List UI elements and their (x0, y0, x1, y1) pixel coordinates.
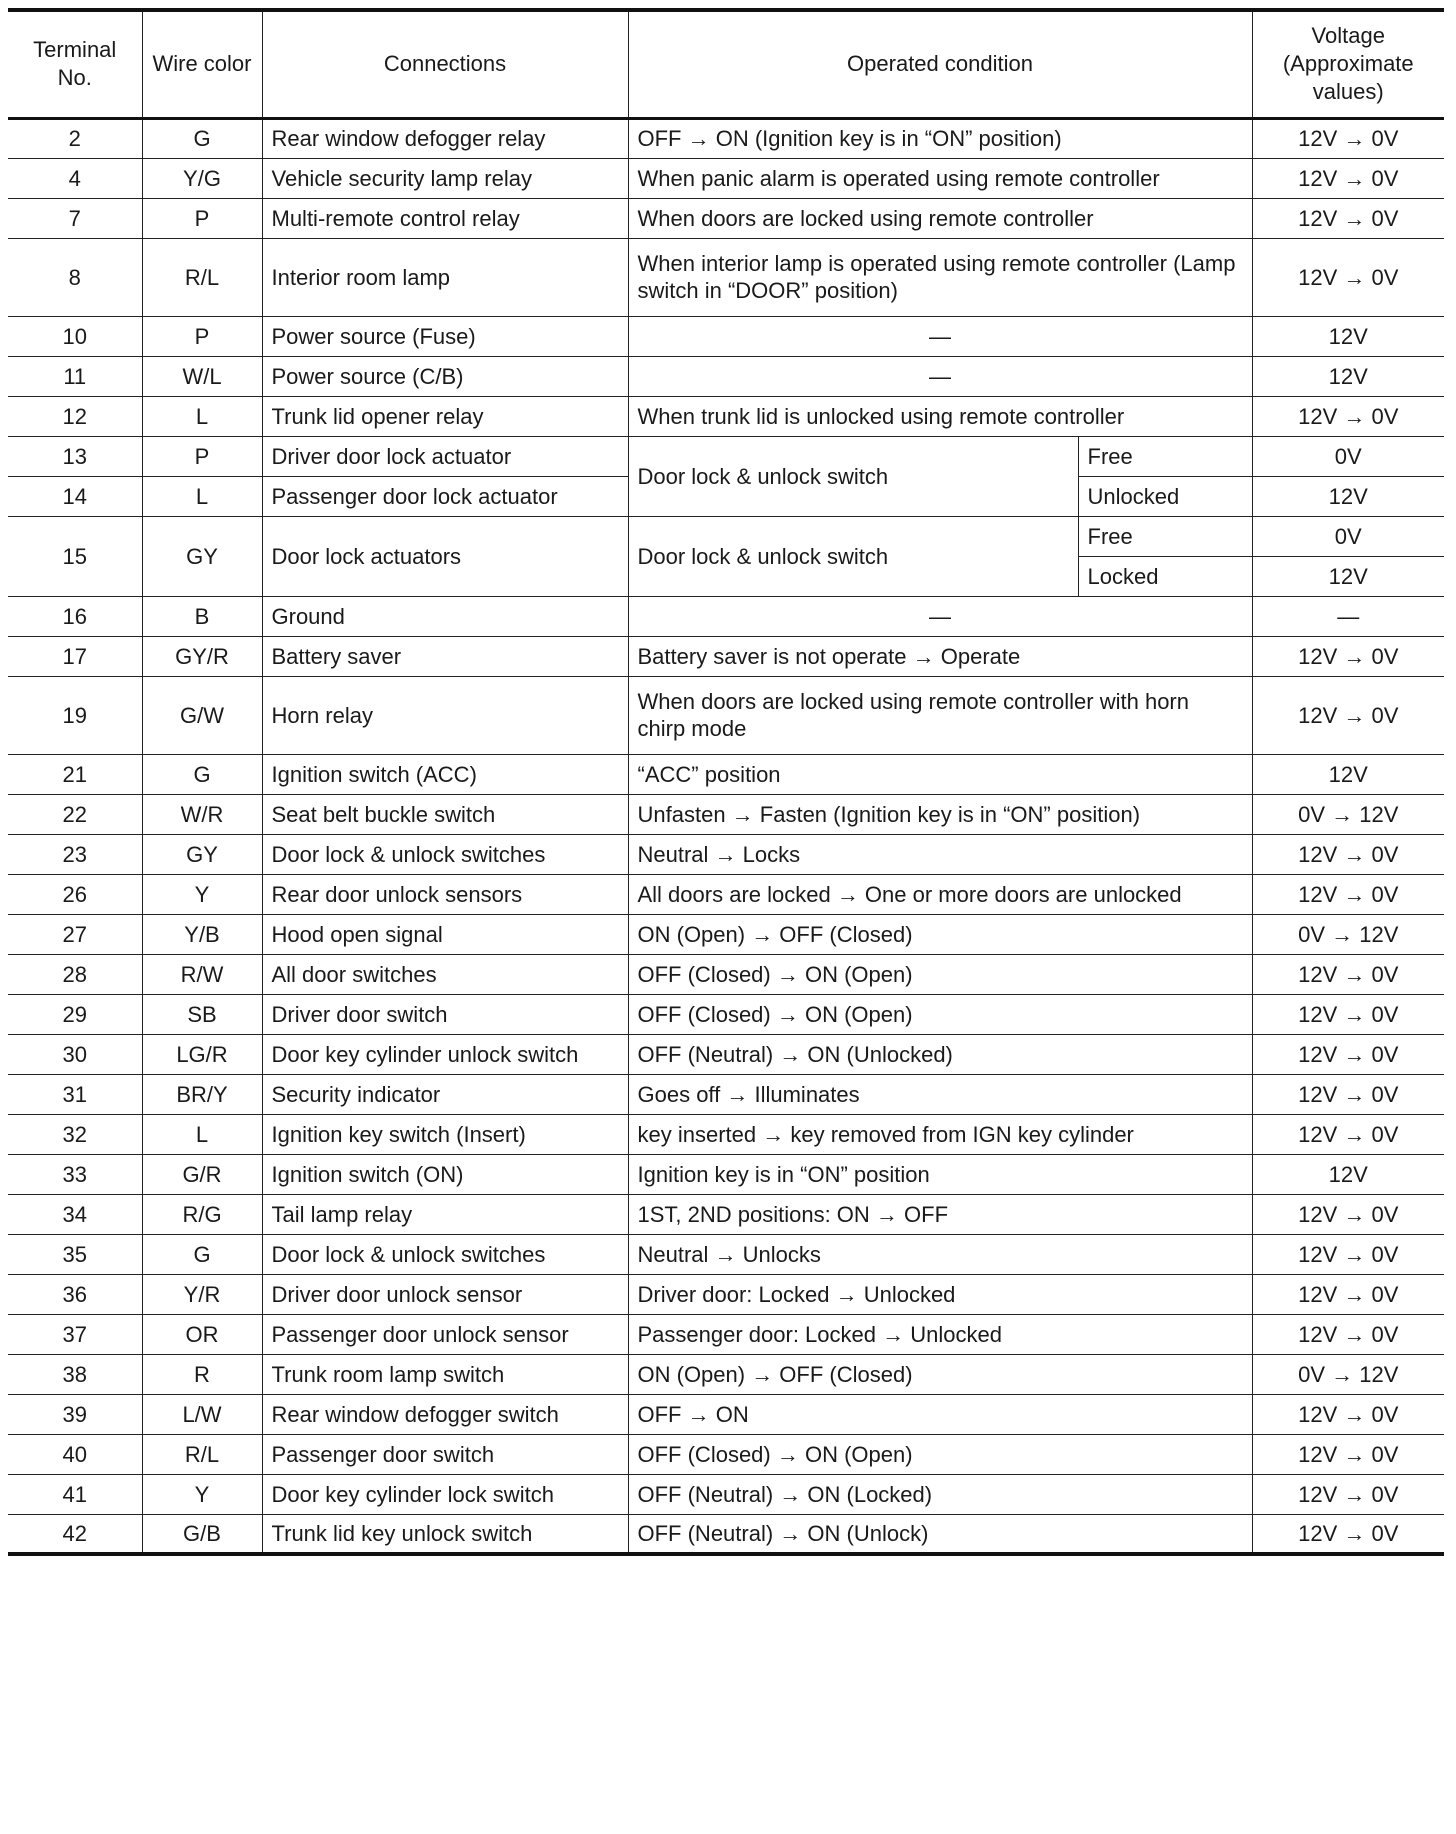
operated-condition: — (628, 316, 1252, 356)
operated-condition: When doors are locked using remote controller (628, 198, 1252, 238)
header-wire-color: Wire color (142, 10, 262, 118)
operated-condition: When panic alarm is operated using remote controller (628, 158, 1252, 198)
voltage: 12V → 0V (1252, 1434, 1444, 1474)
voltage: 12V → 0V (1252, 1034, 1444, 1074)
wire-color: G (142, 118, 262, 158)
connection: Seat belt buckle switch (262, 794, 628, 834)
operated-condition: Driver door: Locked → Unlocked (628, 1274, 1252, 1314)
terminal-no: 10 (8, 316, 142, 356)
table-row (8, 516, 1444, 556)
table-row (8, 954, 1444, 994)
table-row (8, 914, 1444, 954)
wire-color: L (142, 476, 262, 516)
terminal-no: 22 (8, 794, 142, 834)
operated-condition: OFF (Neutral) → ON (Unlocked) (628, 1034, 1252, 1074)
operated-condition: “ACC” position (628, 754, 1252, 794)
table-row (8, 676, 1444, 754)
wire-color: B (142, 596, 262, 636)
operated-condition: OFF → ON (628, 1394, 1252, 1434)
wire-color: Y/G (142, 158, 262, 198)
operated-condition: When interior lamp is operated using remote controller (Lamp switch in “DOOR” position) (628, 238, 1252, 316)
operated-condition: OFF (Closed) → ON (Open) (628, 954, 1252, 994)
connection: Power source (Fuse) (262, 316, 628, 356)
voltage: 12V → 0V (1252, 994, 1444, 1034)
wire-color: G/B (142, 1514, 262, 1554)
connection: Rear door unlock sensors (262, 874, 628, 914)
table-row (8, 834, 1444, 874)
terminal-no: 17 (8, 636, 142, 676)
terminal-no: 21 (8, 754, 142, 794)
table-row (8, 1154, 1444, 1194)
operated-condition: Goes off → Illuminates (628, 1074, 1252, 1114)
wire-color: L/W (142, 1394, 262, 1434)
connection: Rear window defogger relay (262, 118, 628, 158)
voltage: 12V → 0V (1252, 676, 1444, 754)
connection: Driver door switch (262, 994, 628, 1034)
voltage: 12V → 0V (1252, 118, 1444, 158)
connection: Vehicle security lamp relay (262, 158, 628, 198)
terminal-no: 8 (8, 238, 142, 316)
terminal-no: 23 (8, 834, 142, 874)
table-row (8, 874, 1444, 914)
terminal-no: 7 (8, 198, 142, 238)
table-row (8, 1234, 1444, 1274)
wire-color: P (142, 436, 262, 476)
switch-state: Locked (1078, 556, 1252, 596)
table-row (8, 1354, 1444, 1394)
connection: Passenger door lock actuator (262, 476, 628, 516)
terminal-no: 38 (8, 1354, 142, 1394)
table-row (8, 1194, 1444, 1234)
terminal-no: 12 (8, 396, 142, 436)
wire-color: GY/R (142, 636, 262, 676)
table-row (8, 316, 1444, 356)
wire-color: Y (142, 1474, 262, 1514)
terminal-no: 37 (8, 1314, 142, 1354)
terminal-no: 26 (8, 874, 142, 914)
operated-condition: ON (Open) → OFF (Closed) (628, 1354, 1252, 1394)
wire-color: G/R (142, 1154, 262, 1194)
header-operated-condition: Operated condition (628, 10, 1252, 118)
connection: Trunk room lamp switch (262, 1354, 628, 1394)
operated-condition: OFF (Neutral) → ON (Locked) (628, 1474, 1252, 1514)
wire-color: P (142, 316, 262, 356)
table-row (8, 1314, 1444, 1354)
wire-color: R/W (142, 954, 262, 994)
wire-color: L (142, 1114, 262, 1154)
switch-state: Free (1078, 516, 1252, 556)
terminal-no: 34 (8, 1194, 142, 1234)
wire-color: R/L (142, 1434, 262, 1474)
wire-color: W/R (142, 794, 262, 834)
voltage: — (1252, 596, 1444, 636)
table-row (8, 1274, 1444, 1314)
voltage: 12V → 0V (1252, 1114, 1444, 1154)
header-voltage: Voltage (Approximate values) (1252, 10, 1444, 118)
wire-color: LG/R (142, 1034, 262, 1074)
connection: Ignition key switch (Insert) (262, 1114, 628, 1154)
voltage: 12V → 0V (1252, 1474, 1444, 1514)
wire-color: SB (142, 994, 262, 1034)
connection: Interior room lamp (262, 238, 628, 316)
connection: Door key cylinder lock switch (262, 1474, 628, 1514)
wire-color: OR (142, 1314, 262, 1354)
operated-condition: — (628, 596, 1252, 636)
wire-color: GY (142, 516, 262, 596)
terminal-no: 14 (8, 476, 142, 516)
terminal-no: 28 (8, 954, 142, 994)
operated-condition: All doors are locked → One or more doors are unlocked (628, 874, 1252, 914)
terminal-no: 32 (8, 1114, 142, 1154)
voltage: 0V (1252, 436, 1444, 476)
table-row (8, 1114, 1444, 1154)
voltage: 0V → 12V (1252, 794, 1444, 834)
terminal-voltage-table (8, 8, 1444, 1556)
voltage: 12V → 0V (1252, 954, 1444, 994)
connection: All door switches (262, 954, 628, 994)
terminal-no: 4 (8, 158, 142, 198)
terminal-no: 15 (8, 516, 142, 596)
wire-color: Y/B (142, 914, 262, 954)
voltage: 12V → 0V (1252, 158, 1444, 198)
table-row (8, 1434, 1444, 1474)
table-row (8, 994, 1444, 1034)
wire-color: BR/Y (142, 1074, 262, 1114)
connection: Passenger door switch (262, 1434, 628, 1474)
operated-condition: ON (Open) → OFF (Closed) (628, 914, 1252, 954)
voltage: 12V → 0V (1252, 1394, 1444, 1434)
header-connections: Connections (262, 10, 628, 118)
terminal-no: 33 (8, 1154, 142, 1194)
voltage: 12V → 0V (1252, 834, 1444, 874)
operated-condition: OFF → ON (Ignition key is in “ON” position) (628, 118, 1252, 158)
table-row (8, 794, 1444, 834)
voltage: 12V → 0V (1252, 198, 1444, 238)
wire-color: Y/R (142, 1274, 262, 1314)
voltage: 12V (1252, 1154, 1444, 1194)
voltage: 12V → 0V (1252, 1074, 1444, 1114)
voltage: 0V → 12V (1252, 1354, 1444, 1394)
connection: Multi-remote control relay (262, 198, 628, 238)
table-row (8, 1394, 1444, 1434)
voltage: 12V → 0V (1252, 1514, 1444, 1554)
header-terminal: Terminal No. (8, 10, 142, 118)
table-row (8, 1034, 1444, 1074)
voltage: 12V → 0V (1252, 1274, 1444, 1314)
terminal-no: 27 (8, 914, 142, 954)
connection: Hood open signal (262, 914, 628, 954)
terminal-no: 2 (8, 118, 142, 158)
operated-condition: OFF (Neutral) → ON (Unlock) (628, 1514, 1252, 1554)
table-row (8, 158, 1444, 198)
operated-condition: OFF (Closed) → ON (Open) (628, 994, 1252, 1034)
wire-color: L (142, 396, 262, 436)
table-row (8, 636, 1444, 676)
wire-color: R/G (142, 1194, 262, 1234)
voltage: 12V → 0V (1252, 874, 1444, 914)
terminal-no: 40 (8, 1434, 142, 1474)
terminal-no: 13 (8, 436, 142, 476)
terminal-no: 41 (8, 1474, 142, 1514)
table-row (8, 396, 1444, 436)
table-row (8, 1074, 1444, 1114)
terminal-no: 30 (8, 1034, 142, 1074)
table-row (8, 1514, 1444, 1554)
connection: Trunk lid key unlock switch (262, 1514, 628, 1554)
operated-condition: OFF (Closed) → ON (Open) (628, 1434, 1252, 1474)
wire-color: R (142, 1354, 262, 1394)
terminal-no: 35 (8, 1234, 142, 1274)
voltage: 12V → 0V (1252, 636, 1444, 676)
terminal-no: 39 (8, 1394, 142, 1434)
connection: Door lock actuators (262, 516, 628, 596)
table-row (8, 118, 1444, 158)
voltage: 12V → 0V (1252, 396, 1444, 436)
operated-condition: When doors are locked using remote controller with horn chirp mode (628, 676, 1252, 754)
switch-state: Free (1078, 436, 1252, 476)
table-row (8, 238, 1444, 316)
terminal-no: 16 (8, 596, 142, 636)
operated-condition: Ignition key is in “ON” position (628, 1154, 1252, 1194)
wire-color: R/L (142, 238, 262, 316)
terminal-no: 42 (8, 1514, 142, 1554)
voltage: 12V → 0V (1252, 1234, 1444, 1274)
table-row (8, 356, 1444, 396)
voltage: 12V → 0V (1252, 1194, 1444, 1234)
connection: Trunk lid opener relay (262, 396, 628, 436)
header-row (8, 10, 1444, 118)
operated-condition: When trunk lid is unlocked using remote controller (628, 396, 1252, 436)
terminal-no: 19 (8, 676, 142, 754)
connection: Rear window defogger switch (262, 1394, 628, 1434)
wire-color: GY (142, 834, 262, 874)
table-row (8, 1474, 1444, 1514)
voltage: 12V → 0V (1252, 238, 1444, 316)
connection: Ground (262, 596, 628, 636)
wire-color: Y (142, 874, 262, 914)
voltage: 12V (1252, 316, 1444, 356)
connection: Passenger door unlock sensor (262, 1314, 628, 1354)
operated-condition: key inserted → key removed from IGN key cylinder (628, 1114, 1252, 1154)
connection: Tail lamp relay (262, 1194, 628, 1234)
voltage: 0V (1252, 516, 1444, 556)
connection: Door lock & unlock switches (262, 1234, 628, 1274)
connection: Security indicator (262, 1074, 628, 1114)
connection: Battery saver (262, 636, 628, 676)
operated-condition: Unfasten → Fasten (Ignition key is in “ON” position) (628, 794, 1252, 834)
voltage: 12V → 0V (1252, 1314, 1444, 1354)
operated-condition: Battery saver is not operate → Operate (628, 636, 1252, 676)
table-row (8, 596, 1444, 636)
voltage: 12V (1252, 476, 1444, 516)
connection: Driver door unlock sensor (262, 1274, 628, 1314)
operated-condition: Neutral → Unlocks (628, 1234, 1252, 1274)
wire-color: G (142, 754, 262, 794)
operated-condition: 1ST, 2ND positions: ON → OFF (628, 1194, 1252, 1234)
terminal-table-container (8, 8, 1444, 1556)
terminal-no: 29 (8, 994, 142, 1034)
wire-color: G (142, 1234, 262, 1274)
voltage: 12V (1252, 356, 1444, 396)
voltage: 0V → 12V (1252, 914, 1444, 954)
table-row (8, 754, 1444, 794)
operated-condition: Door lock & unlock switch (628, 436, 1078, 516)
connection: Ignition switch (ON) (262, 1154, 628, 1194)
voltage: 12V (1252, 556, 1444, 596)
voltage: 12V (1252, 754, 1444, 794)
connection: Power source (C/B) (262, 356, 628, 396)
terminal-no: 36 (8, 1274, 142, 1314)
terminal-no: 31 (8, 1074, 142, 1114)
operated-condition: Door lock & unlock switch (628, 516, 1078, 596)
connection: Horn relay (262, 676, 628, 754)
connection: Door key cylinder unlock switch (262, 1034, 628, 1074)
wire-color: P (142, 198, 262, 238)
switch-state: Unlocked (1078, 476, 1252, 516)
wire-color: W/L (142, 356, 262, 396)
connection: Driver door lock actuator (262, 436, 628, 476)
operated-condition: Passenger door: Locked → Unlocked (628, 1314, 1252, 1354)
operated-condition: Neutral → Locks (628, 834, 1252, 874)
table-row (8, 198, 1444, 238)
connection: Ignition switch (ACC) (262, 754, 628, 794)
connection: Door lock & unlock switches (262, 834, 628, 874)
operated-condition: — (628, 356, 1252, 396)
wire-color: G/W (142, 676, 262, 754)
terminal-no: 11 (8, 356, 142, 396)
table-row (8, 436, 1444, 476)
